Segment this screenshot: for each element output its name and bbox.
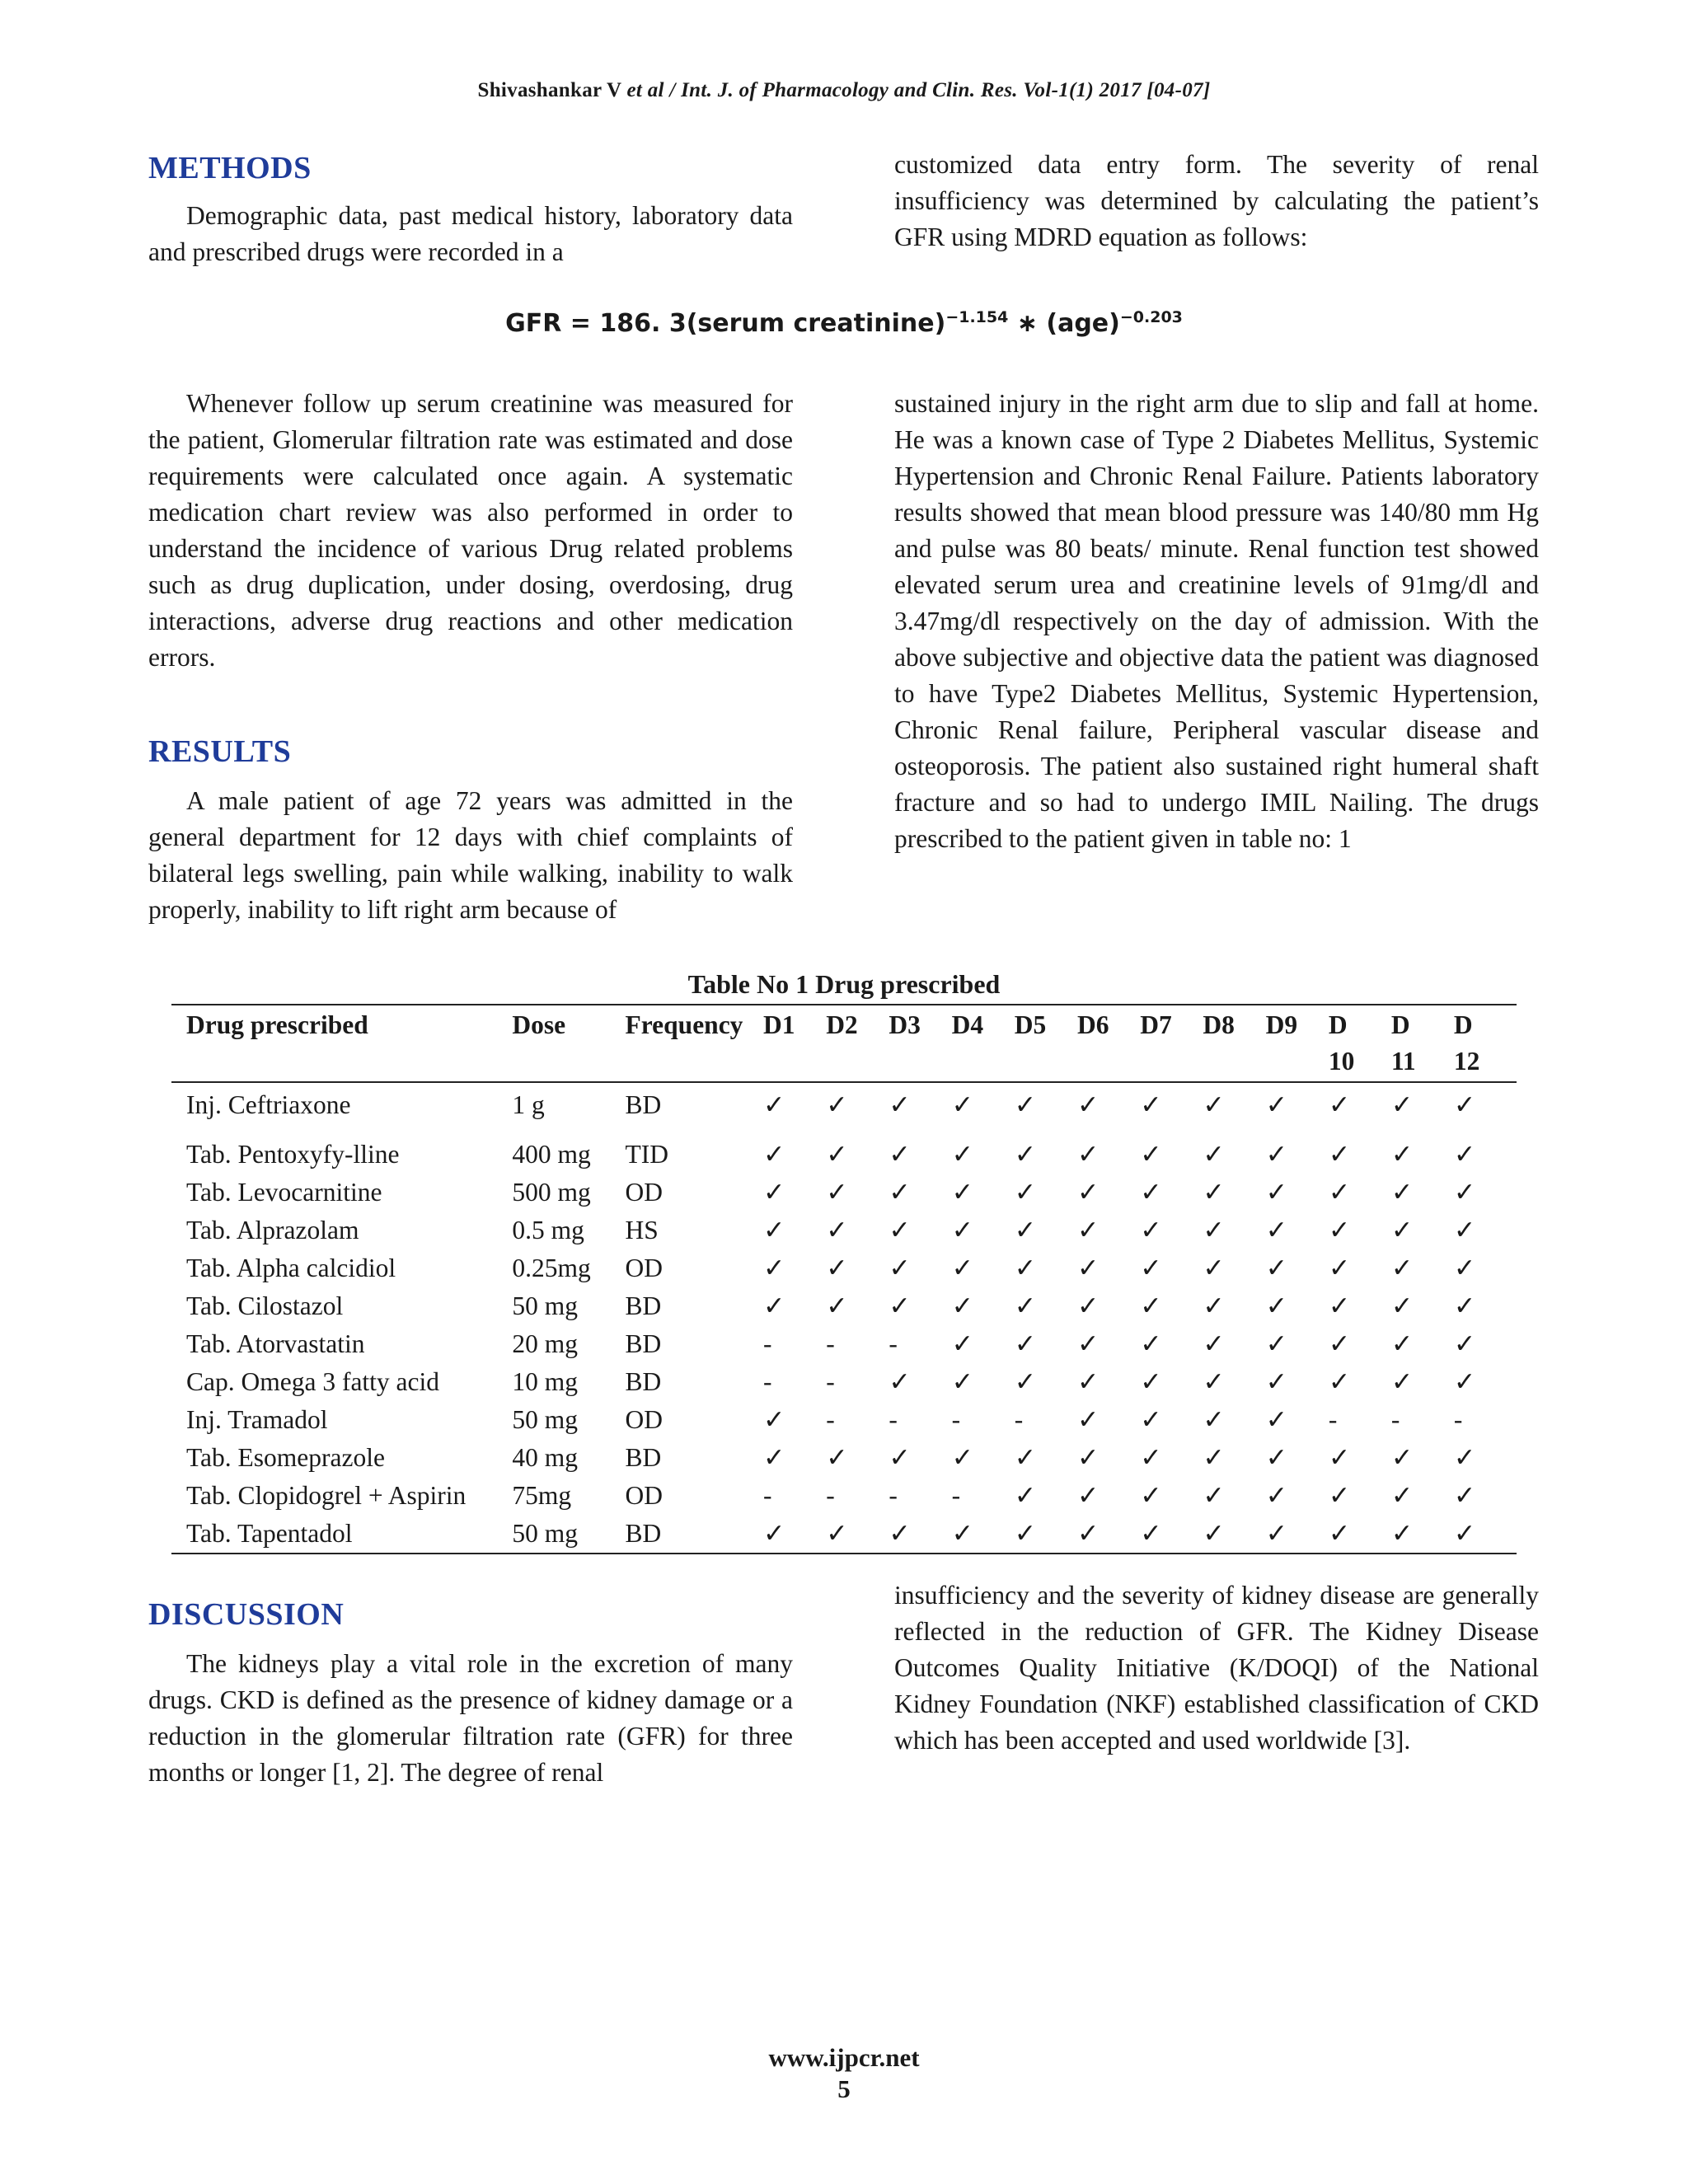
table-row: [171, 1287, 1517, 1325]
header-day: D2: [826, 1010, 858, 1039]
cell-dose: 0.5 mg: [512, 1216, 584, 1244]
table-title: Table No 1 Drug prescribed: [687, 969, 1001, 999]
table-row: [171, 1363, 1517, 1401]
cell-day-status: ✓: [1453, 1090, 1476, 1119]
cell-day-status: ✓: [889, 1140, 911, 1169]
cell-day-status: -: [1328, 1405, 1338, 1434]
cell-day-status: ✓: [1265, 1216, 1288, 1244]
cell-day-status: ✓: [762, 1216, 785, 1244]
formula-age: ∗ (age): [1008, 309, 1120, 338]
formula-exponent-creatinine: −1.154: [945, 308, 1009, 326]
methods-paragraph-1-continued: customized data entry form. The severity of renal insufficiency was determined by calculating the patient’s GFR using MDRD equation as follows:: [894, 150, 1539, 251]
cell-drug: Tab. Atorvastatin: [186, 1329, 365, 1358]
cell-day-status: ✓: [762, 1254, 785, 1282]
header-etal: et al: [626, 79, 664, 101]
cell-drug: Tab. Clopidogrel + Aspirin: [186, 1481, 467, 1510]
cell-day-status: ✓: [1014, 1090, 1037, 1119]
cell-day-status: ✓: [1203, 1254, 1225, 1282]
cell-drug: Tab. Alprazolam: [186, 1216, 359, 1244]
cell-drug: Inj. Tramadol: [186, 1405, 328, 1434]
cell-day-status: ✓: [1077, 1216, 1100, 1244]
cell-day-status: ✓: [1453, 1367, 1476, 1396]
cell-day-status: -: [762, 1329, 772, 1358]
table-row: [171, 1477, 1517, 1515]
cell-day-status: ✓: [1140, 1405, 1162, 1434]
cell-day-status: ✓: [762, 1090, 785, 1119]
header-day: D4: [951, 1010, 984, 1039]
header-day: D1: [762, 1010, 795, 1039]
cell-frequency: BD: [625, 1519, 662, 1548]
cell-day-status: ✓: [1203, 1443, 1225, 1472]
cell-day-status: ✓: [762, 1405, 785, 1434]
cell-day-status: ✓: [1203, 1329, 1225, 1358]
cell-day-status: ✓: [1014, 1329, 1037, 1358]
header-day: D9: [1265, 1010, 1298, 1039]
cell-day-status: ✓: [1453, 1178, 1476, 1207]
drug-table-body: [171, 1082, 1517, 1554]
table-row: [171, 1212, 1517, 1249]
cell-day-status: ✓: [1014, 1367, 1037, 1396]
cell-day-status: -: [762, 1481, 772, 1510]
cell-day-status: ✓: [1140, 1291, 1162, 1320]
methods-paragraph-2-column: [148, 386, 793, 676]
results-left-column: [148, 732, 793, 928]
cell-day-status: ✓: [762, 1519, 785, 1548]
methods-right-column: [894, 147, 1539, 255]
formula-lhs: GFR = 186. 3(serum creatinine): [505, 309, 946, 338]
table-row: [171, 1325, 1517, 1363]
cell-day-status: ✓: [1203, 1140, 1225, 1169]
cell-day-status: ✓: [1328, 1178, 1351, 1207]
cell-day-status: ✓: [951, 1443, 973, 1472]
cell-day-status: ✓: [1328, 1216, 1351, 1244]
cell-day-status: ✓: [826, 1178, 848, 1207]
cell-day-status: ✓: [1014, 1443, 1037, 1472]
table-row: [171, 1515, 1517, 1554]
cell-day-status: ✓: [1328, 1090, 1351, 1119]
cell-day-status: ✓: [1265, 1254, 1288, 1282]
cell-frequency: BD: [625, 1367, 662, 1396]
cell-frequency: OD: [625, 1405, 663, 1434]
cell-day-status: ✓: [889, 1216, 911, 1244]
cell-day-status: ✓: [1328, 1329, 1351, 1358]
cell-day-status: ✓: [1140, 1140, 1162, 1169]
cell-day-status: ✓: [1140, 1178, 1162, 1207]
cell-day-status: -: [1453, 1405, 1463, 1434]
table-row: [171, 1439, 1517, 1477]
discussion-paragraph-continued: insufficiency and the severity of kidney disease are generally reflected in the reduction of GFR. The Kidney Disease Outcomes Quality Initiative (K/DOQI) of the National Kidney Foundation (NKF) established classification of CKD which has been accepted and used worldwide [3].: [894, 1581, 1539, 1755]
cell-day-status: ✓: [1265, 1329, 1288, 1358]
header-day: D8: [1203, 1010, 1235, 1039]
cell-day-status: -: [889, 1405, 898, 1434]
cell-day-status: ✓: [1077, 1481, 1100, 1510]
cell-day-status: ✓: [1265, 1178, 1288, 1207]
cell-dose: 50 mg: [512, 1519, 579, 1548]
cell-day-status: ✓: [889, 1367, 911, 1396]
cell-day-status: ✓: [951, 1178, 973, 1207]
cell-day-status: -: [826, 1405, 835, 1434]
page-number: 5: [837, 2074, 851, 2103]
header-day: D 11: [1390, 1010, 1416, 1076]
cell-day-status: ✓: [1390, 1519, 1414, 1548]
cell-drug: Inj. Ceftriaxone: [186, 1090, 351, 1119]
cell-day-status: ✓: [951, 1291, 973, 1320]
cell-day-status: ✓: [1265, 1140, 1288, 1169]
cell-day-status: ✓: [1390, 1216, 1414, 1244]
cell-day-status: ✓: [826, 1291, 848, 1320]
cell-day-status: ✓: [1203, 1178, 1225, 1207]
header-day: D 12: [1453, 1010, 1480, 1076]
cell-day-status: ✓: [826, 1519, 848, 1548]
cell-day-status: ✓: [1203, 1216, 1225, 1244]
cell-day-status: ✓: [1453, 1140, 1476, 1169]
methods-heading: METHODS: [148, 151, 312, 185]
cell-day-status: ✓: [1453, 1254, 1476, 1282]
header-journal: / Int. J. of Pharmacology and Clin. Res. Vol-1(1) 2017 [04-07]: [669, 79, 1211, 101]
cell-day-status: ✓: [1328, 1367, 1351, 1396]
cell-day-status: -: [951, 1405, 961, 1434]
cell-day-status: ✓: [1265, 1519, 1288, 1548]
cell-day-status: ✓: [1140, 1481, 1162, 1510]
cell-day-status: ✓: [889, 1443, 911, 1472]
cell-day-status: -: [951, 1481, 961, 1510]
table-row: [171, 1401, 1517, 1439]
cell-drug: Tab. Cilostazol: [186, 1291, 344, 1320]
results-heading: RESULTS: [148, 734, 292, 769]
methods-left-column: [148, 148, 793, 270]
discussion-left-column: [148, 1595, 793, 1791]
cell-day-status: ✓: [1453, 1329, 1476, 1358]
cell-frequency: OD: [625, 1481, 663, 1510]
cell-day-status: ✓: [1140, 1090, 1162, 1119]
cell-day-status: ✓: [889, 1519, 911, 1548]
gfr-formula: [0, 308, 1688, 338]
cell-dose: 10 mg: [512, 1367, 579, 1396]
cell-day-status: ✓: [1265, 1291, 1288, 1320]
cell-day-status: -: [826, 1329, 835, 1358]
cell-day-status: ✓: [1390, 1329, 1414, 1358]
cell-dose: 40 mg: [512, 1443, 579, 1472]
cell-drug: Tab. Alpha calcidiol: [186, 1254, 396, 1282]
cell-day-status: ✓: [1014, 1178, 1037, 1207]
cell-frequency: HS: [625, 1216, 659, 1244]
results-right-column: [894, 386, 1539, 857]
cell-day-status: ✓: [1328, 1254, 1351, 1282]
cell-day-status: ✓: [1077, 1519, 1100, 1548]
cell-day-status: ✓: [762, 1140, 785, 1169]
cell-day-status: ✓: [1328, 1481, 1351, 1510]
cell-day-status: ✓: [1328, 1519, 1351, 1548]
cell-day-status: ✓: [1077, 1329, 1100, 1358]
cell-frequency: BD: [625, 1329, 662, 1358]
cell-dose: 0.25mg: [512, 1254, 591, 1282]
cell-day-status: ✓: [1265, 1405, 1288, 1434]
cell-drug: Tab. Tapentadol: [186, 1519, 353, 1548]
cell-day-status: ✓: [762, 1443, 785, 1472]
header-dose: Dose: [512, 1010, 566, 1039]
cell-day-status: ✓: [1203, 1519, 1225, 1548]
cell-dose: 75mg: [512, 1481, 572, 1510]
cell-day-status: ✓: [1014, 1519, 1037, 1548]
cell-day-status: ✓: [826, 1140, 848, 1169]
cell-day-status: -: [1390, 1405, 1400, 1434]
table-header-row: [171, 1005, 1517, 1082]
cell-dose: 1 g: [512, 1090, 545, 1119]
cell-day-status: ✓: [1390, 1367, 1414, 1396]
cell-dose: 50 mg: [512, 1405, 579, 1434]
cell-day-status: ✓: [1328, 1291, 1351, 1320]
table-row: [171, 1082, 1517, 1136]
cell-day-status: ✓: [762, 1178, 785, 1207]
cell-dose: 50 mg: [512, 1291, 579, 1320]
cell-day-status: ✓: [1077, 1367, 1100, 1396]
cell-day-status: ✓: [1390, 1140, 1414, 1169]
cell-day-status: ✓: [1203, 1291, 1225, 1320]
cell-dose: 500 mg: [512, 1178, 591, 1207]
cell-day-status: ✓: [1140, 1519, 1162, 1548]
discussion-paragraph: The kidneys play a vital role in the excretion of many drugs. CKD is defined as the presence of kidney damage or a reduction in the glomerular filtration rate (GFR) for three months or longer [1, 2]. The degree of renal: [148, 1649, 793, 1787]
cell-day-status: ✓: [1390, 1291, 1414, 1320]
header-day: D3: [889, 1010, 921, 1039]
cell-day-status: ✓: [951, 1090, 973, 1119]
cell-day-status: ✓: [1203, 1405, 1225, 1434]
table-row: [171, 1174, 1517, 1212]
cell-day-status: ✓: [826, 1254, 848, 1282]
cell-day-status: ✓: [1014, 1254, 1037, 1282]
cell-day-status: ✓: [1328, 1443, 1351, 1472]
cell-day-status: -: [762, 1367, 772, 1396]
header-drug: Drug prescribed: [186, 1010, 368, 1039]
cell-day-status: ✓: [889, 1291, 911, 1320]
drug-table: [171, 1004, 1517, 1554]
cell-day-status: ✓: [889, 1090, 911, 1119]
cell-day-status: ✓: [1265, 1090, 1288, 1119]
cell-day-status: ✓: [1390, 1254, 1414, 1282]
cell-day-status: -: [889, 1329, 898, 1358]
cell-drug: Tab. Pentoxyfy-lline: [186, 1140, 400, 1169]
cell-frequency: BD: [625, 1090, 662, 1119]
discussion-heading: DISCUSSION: [148, 1597, 345, 1632]
cell-day-status: ✓: [1453, 1519, 1476, 1548]
cell-day-status: ✓: [1453, 1481, 1476, 1510]
cell-day-status: ✓: [1203, 1481, 1225, 1510]
cell-drug: Cap. Omega 3 fatty acid: [186, 1367, 440, 1396]
cell-day-status: ✓: [1014, 1291, 1037, 1320]
table-row: [171, 1249, 1517, 1287]
cell-day-status: ✓: [1453, 1291, 1476, 1320]
cell-dose: 20 mg: [512, 1329, 579, 1358]
cell-day-status: ✓: [1077, 1405, 1100, 1434]
cell-day-status: ✓: [951, 1519, 973, 1548]
cell-day-status: ✓: [1140, 1254, 1162, 1282]
cell-day-status: ✓: [1077, 1140, 1100, 1169]
cell-day-status: ✓: [1014, 1140, 1037, 1169]
header-day: D6: [1077, 1010, 1109, 1039]
cell-day-status: ✓: [1203, 1367, 1225, 1396]
journal-url: www.ijpcr.net: [768, 2043, 920, 2072]
cell-day-status: ✓: [1140, 1367, 1162, 1396]
header-day: D5: [1014, 1010, 1047, 1039]
discussion-right-column: [894, 1577, 1539, 1759]
cell-day-status: ✓: [951, 1367, 973, 1396]
cell-day-status: ✓: [826, 1090, 848, 1119]
cell-day-status: ✓: [951, 1254, 973, 1282]
cell-day-status: ✓: [1077, 1254, 1100, 1282]
header-day: D7: [1140, 1010, 1172, 1039]
cell-day-status: ✓: [826, 1443, 848, 1472]
formula-exponent-age: −0.203: [1119, 308, 1183, 326]
results-paragraph-continued: sustained injury in the right arm due to slip and fall at home. He was a known case of Type 2 Diabetes Mellitus, Systemic Hypertension and Chronic Renal Failure. Patients laboratory results showed that mean blood pressure was 140/80 mm Hg and pulse was 80 beats/ minute. Renal function test showed elevated serum urea and creatinine levels of 91mg/dl and 3.47mg/dl respectively on the day of admission. With the above subjective and objective data the patient was diagnosed to have Type2 Diabetes Mellitus, Systemic Hypertension, Chronic Renal failure, Peripheral vascular disease and osteoporosis. The patient also sustained right humeral shaft fracture and so had to undergo IMIL Nailing. The drugs prescribed to the patient given in table no: 1: [894, 389, 1539, 853]
cell-day-status: ✓: [1265, 1443, 1288, 1472]
cell-day-status: ✓: [1077, 1090, 1100, 1119]
running-header: [0, 79, 1688, 102]
cell-day-status: ✓: [1453, 1443, 1476, 1472]
cell-day-status: ✓: [1140, 1216, 1162, 1244]
cell-frequency: BD: [625, 1443, 662, 1472]
cell-drug: Tab. Esomeprazole: [186, 1443, 385, 1472]
cell-day-status: ✓: [1140, 1329, 1162, 1358]
cell-day-status: ✓: [951, 1140, 973, 1169]
cell-drug: Tab. Levocarnitine: [186, 1178, 382, 1207]
cell-day-status: ✓: [1390, 1443, 1414, 1472]
table-row: [171, 1136, 1517, 1174]
cell-day-status: ✓: [951, 1329, 973, 1358]
results-paragraph: A male patient of age 72 years was admitted in the general department for 12 days with chief complaints of bilateral legs swelling, pain while walking, inability to walk properly, inability to lift right arm because of: [148, 786, 793, 924]
cell-day-status: ✓: [1390, 1178, 1414, 1207]
cell-day-status: ✓: [1390, 1090, 1414, 1119]
cell-frequency: OD: [625, 1254, 663, 1282]
cell-frequency: BD: [625, 1291, 662, 1320]
cell-day-status: ✓: [889, 1254, 911, 1282]
cell-day-status: -: [826, 1481, 835, 1510]
cell-day-status: -: [826, 1367, 835, 1396]
cell-day-status: ✓: [1014, 1216, 1037, 1244]
cell-day-status: ✓: [1077, 1443, 1100, 1472]
cell-dose: 400 mg: [512, 1140, 591, 1169]
cell-day-status: ✓: [951, 1216, 973, 1244]
cell-day-status: ✓: [1265, 1367, 1288, 1396]
methods-paragraph-1: Demographic data, past medical history, laboratory data and prescribed drugs were recorded in a: [148, 201, 793, 266]
cell-day-status: -: [889, 1481, 898, 1510]
header-day: D 10: [1328, 1010, 1355, 1076]
cell-day-status: ✓: [1077, 1178, 1100, 1207]
cell-day-status: ✓: [1014, 1481, 1037, 1510]
cell-frequency: TID: [625, 1140, 668, 1169]
cell-day-status: ✓: [889, 1178, 911, 1207]
methods-paragraph-2: Whenever follow up serum creatinine was measured for the patient, Glomerular filtration rate was estimated and dose requirements were calculated once again. A systematic medication chart review was also performed in order to understand the incidence of various Drug related problems such as drug duplication, under dosing, overdosing, drug interactions, adverse drug reactions and other medication errors.: [148, 389, 793, 672]
cell-day-status: ✓: [826, 1216, 848, 1244]
cell-day-status: ✓: [1140, 1443, 1162, 1472]
header-authors: Shivashankar V: [477, 79, 621, 101]
cell-day-status: ✓: [1203, 1090, 1225, 1119]
cell-day-status: ✓: [1328, 1140, 1351, 1169]
cell-day-status: ✓: [1077, 1291, 1100, 1320]
cell-day-status: ✓: [1453, 1216, 1476, 1244]
header-frequency: Frequency: [625, 1010, 743, 1039]
cell-frequency: OD: [625, 1178, 663, 1207]
cell-day-status: ✓: [1265, 1481, 1288, 1510]
cell-day-status: ✓: [1390, 1481, 1414, 1510]
page-footer: [0, 2042, 1688, 2105]
cell-day-status: -: [1014, 1405, 1024, 1434]
cell-day-status: ✓: [762, 1291, 785, 1320]
